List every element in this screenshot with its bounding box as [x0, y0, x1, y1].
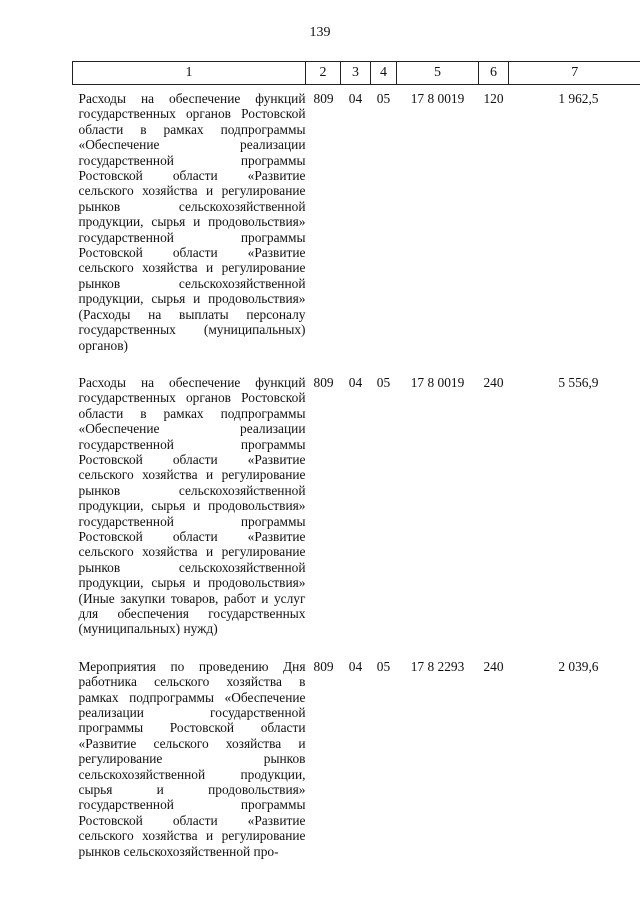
row-section-code: 04 [348, 91, 363, 106]
row-amount: 2 039,6 [558, 658, 599, 674]
table-row [73, 85, 640, 353]
column-header: 3 [341, 62, 371, 85]
row-description: Расходы на обеспечение функций государственных органов Ростовской области в рамках подпрограммы «Обеспечение реализации государственной программы Ростовской области «Развитие сельского хозяйства и регулирование рынков сельскохозяйственной продукции, сырья и продовольствия» государственной программы Ростовской области «Развитие сельского хозяйства и регулирование рынков сельскохозяйственной продукции, сырья и продовольствия» (Расходы на выплаты персоналу государственных (муниципальных) органов) [78, 91, 306, 353]
row-amount: 1 962,5 [558, 91, 599, 106]
row-ministry-code: 809 [313, 91, 334, 106]
row-ministry-code: 809 [313, 374, 334, 390]
row-description: Расходы на обеспечение функций государственных органов Ростовской области в рамках подпрограммы «Обеспечение реализации государственной программы Ростовской области «Развитие сельского хозяйства и регулирование рынков сельскохозяйственной продукции, сырья и продовольствия» государственной программы Ростовской области «Развитие сельского хозяйства и регулирование рынков сельскохозяйственной продукции, сырья и продовольствия» (Иные закупки товаров, работ и услуг для обеспечения государственных (муниципальных) нужд) [78, 374, 306, 637]
column-header: 2 [306, 62, 341, 85]
column-header: 5 [397, 62, 479, 85]
column-header: 6 [479, 62, 509, 85]
row-target-article: 17 8 2293 [410, 658, 465, 674]
row-target-article: 17 8 0019 [410, 374, 465, 390]
row-section-code: 04 [348, 658, 363, 674]
row-ministry-code: 809 [313, 658, 334, 674]
column-header: 1 [73, 62, 306, 85]
row-expense-type: 240 [483, 658, 504, 674]
table-header-row [73, 62, 640, 85]
row-expense-type: 120 [483, 91, 504, 106]
row-subsection-code: 05 [376, 374, 391, 390]
table-row [73, 353, 640, 637]
row-description: Мероприятия по проведению Дня работника сельского хозяйства в рамках подпрограммы «Обеспечение реализации государственной программы Ростовской области «Развитие сельского хозяйства и регулирование рынков сельскохозяйственной продукции, сырья и продовольствия» государственной программы Ростовской области «Развитие сельского хозяйства и регулирование рынков сельскохозяйственной про- [78, 658, 306, 859]
row-section-code: 04 [348, 374, 363, 390]
page-number: 139 [309, 25, 331, 40]
row-subsection-code: 05 [376, 91, 391, 106]
column-header: 4 [371, 62, 397, 85]
column-header: 7 [509, 62, 640, 85]
table-row [73, 637, 640, 859]
row-target-article: 17 8 0019 [410, 91, 465, 106]
row-amount: 5 556,9 [558, 374, 599, 390]
row-subsection-code: 05 [376, 658, 391, 674]
row-expense-type: 240 [483, 374, 504, 390]
budget-table [72, 61, 640, 859]
